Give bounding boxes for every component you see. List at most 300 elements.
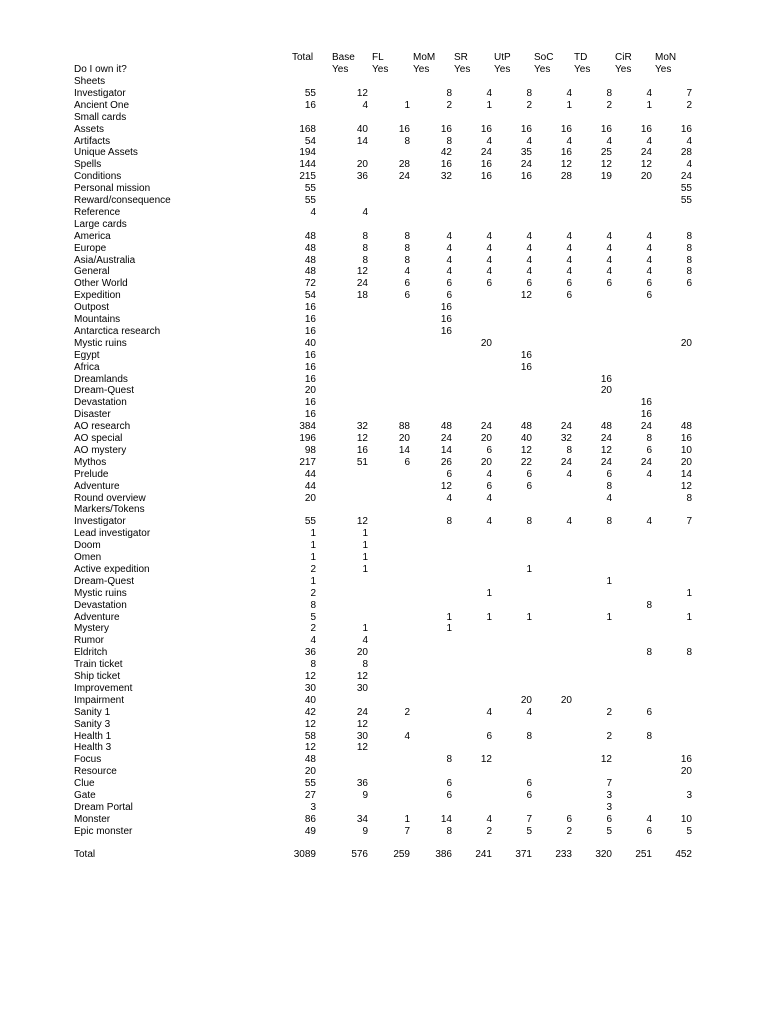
cell-value: 24 <box>398 171 410 182</box>
cell-value: 28 <box>560 171 572 182</box>
cell-value: 1 <box>486 612 492 623</box>
cell-value: 16 <box>304 362 316 373</box>
cell-value: 3 <box>606 790 612 801</box>
cell-value: 48 <box>304 255 316 266</box>
cell-value: 1 <box>606 612 612 623</box>
row-label: Antarctica research <box>74 326 161 337</box>
cell-value: 8 <box>404 136 410 147</box>
row-label: Disaster <box>74 409 111 420</box>
cell-value: 4 <box>310 207 316 218</box>
cell-value: 10 <box>680 814 692 825</box>
cell-value: 4 <box>486 814 492 825</box>
cell-value: 4 <box>646 516 652 527</box>
cell-value: 4 <box>686 136 692 147</box>
cell-value: 196 <box>299 433 316 444</box>
cell-value: 16 <box>398 124 410 135</box>
cell-value: 30 <box>356 683 368 694</box>
cell-value: 217 <box>299 457 316 468</box>
cell-value: 8 <box>526 731 532 742</box>
column-header: MoM <box>413 52 436 63</box>
row-label: Dream Portal <box>74 802 133 813</box>
cell-value: 20 <box>640 171 652 182</box>
cell-value: 49 <box>304 826 316 837</box>
cell-value: 40 <box>304 695 316 706</box>
cell-value: 4 <box>646 243 652 254</box>
own-value: Yes <box>332 64 349 75</box>
row-label: Adventure <box>74 612 120 623</box>
cell-value: 4 <box>646 231 652 242</box>
column-header: SR <box>454 52 468 63</box>
cell-value: 4 <box>404 266 410 277</box>
cell-value: 14 <box>440 445 452 456</box>
cell-value: 4 <box>486 707 492 718</box>
cell-value: 32 <box>560 433 572 444</box>
cell-value: 2 <box>606 100 612 111</box>
cell-value: 19 <box>600 171 612 182</box>
cell-value: 55 <box>304 516 316 527</box>
cell-value: 40 <box>356 124 368 135</box>
total-value: 371 <box>515 849 532 860</box>
cell-value: 4 <box>362 207 368 218</box>
cell-value: 8 <box>310 600 316 611</box>
cell-value: 12 <box>356 266 368 277</box>
cell-value: 4 <box>646 255 652 266</box>
cell-value: 4 <box>486 243 492 254</box>
cell-value: 16 <box>304 326 316 337</box>
cell-value: 8 <box>310 659 316 670</box>
cell-value: 30 <box>356 731 368 742</box>
row-label: Sheets <box>74 76 106 87</box>
cell-value: 25 <box>600 147 612 158</box>
cell-value: 9 <box>362 790 368 801</box>
cell-value: 24 <box>600 457 612 468</box>
row-label: Mystic ruins <box>74 588 127 599</box>
row-label: Conditions <box>74 171 122 182</box>
cell-value: 4 <box>646 814 652 825</box>
row-label: Adventure <box>74 481 120 492</box>
cell-value: 12 <box>304 671 316 682</box>
cell-value: 2 <box>686 100 692 111</box>
cell-value: 14 <box>680 469 692 480</box>
cell-value: 35 <box>520 147 532 158</box>
cell-value: 16 <box>304 314 316 325</box>
cell-value: 6 <box>446 290 452 301</box>
cell-value: 1 <box>526 564 532 575</box>
cell-value: 40 <box>520 433 532 444</box>
cell-value: 48 <box>304 243 316 254</box>
cell-value: 4 <box>310 635 316 646</box>
cell-value: 4 <box>566 243 572 254</box>
cell-value: 16 <box>440 302 452 313</box>
row-label: Sanity 1 <box>74 707 111 718</box>
own-value: Yes <box>655 64 672 75</box>
cell-value: 44 <box>304 469 316 480</box>
cell-value: 4 <box>606 136 612 147</box>
own-label: Do I own it? <box>74 64 127 75</box>
cell-value: 1 <box>446 612 452 623</box>
cell-value: 4 <box>446 266 452 277</box>
cell-value: 26 <box>440 457 452 468</box>
cell-value: 16 <box>640 409 652 420</box>
cell-value: 6 <box>526 790 532 801</box>
cell-value: 12 <box>304 742 316 753</box>
cell-value: 8 <box>526 88 532 99</box>
row-label: AO research <box>74 421 131 432</box>
cell-value: 54 <box>304 290 316 301</box>
cell-value: 24 <box>640 457 652 468</box>
cell-value: 12 <box>440 481 452 492</box>
cell-value: 12 <box>356 719 368 730</box>
column-header: Base <box>332 52 355 63</box>
cell-value: 48 <box>440 421 452 432</box>
cell-value: 55 <box>304 778 316 789</box>
row-label: Focus <box>74 754 102 765</box>
cell-value: 8 <box>686 647 692 658</box>
cell-value: 16 <box>560 124 572 135</box>
total-value: 386 <box>435 849 452 860</box>
cell-value: 24 <box>480 147 492 158</box>
cell-value: 144 <box>299 159 316 170</box>
cell-value: 16 <box>680 124 692 135</box>
cell-value: 6 <box>486 445 492 456</box>
cell-value: 6 <box>686 278 692 289</box>
row-label: Impairment <box>74 695 125 706</box>
cell-value: 1 <box>446 623 452 634</box>
cell-value: 14 <box>356 136 368 147</box>
row-label: Reference <box>74 207 121 218</box>
cell-value: 12 <box>600 445 612 456</box>
row-label: Health 3 <box>74 742 112 753</box>
cell-value: 9 <box>362 826 368 837</box>
cell-value: 4 <box>362 635 368 646</box>
cell-value: 6 <box>606 814 612 825</box>
cell-value: 40 <box>304 338 316 349</box>
cell-value: 215 <box>299 171 316 182</box>
cell-value: 1 <box>362 564 368 575</box>
row-label: Europe <box>74 243 107 254</box>
cell-value: 16 <box>480 171 492 182</box>
total-value: 233 <box>555 849 572 860</box>
cell-value: 6 <box>606 469 612 480</box>
cell-value: 4 <box>486 469 492 480</box>
cell-value: 8 <box>606 88 612 99</box>
cell-value: 4 <box>486 255 492 266</box>
cell-value: 4 <box>646 266 652 277</box>
cell-value: 20 <box>480 338 492 349</box>
cell-value: 16 <box>356 445 368 456</box>
cell-value: 86 <box>304 814 316 825</box>
total-value: 3089 <box>293 849 316 860</box>
row-label: Ship ticket <box>74 671 121 682</box>
cell-value: 20 <box>680 766 692 777</box>
row-label: Dream-Quest <box>74 385 135 396</box>
cell-value: 3 <box>310 802 316 813</box>
cell-value: 1 <box>486 100 492 111</box>
row-label: Africa <box>74 362 100 373</box>
cell-value: 8 <box>646 600 652 611</box>
row-label: Devastation <box>74 397 127 408</box>
total-value: 452 <box>675 849 692 860</box>
cell-value: 12 <box>356 516 368 527</box>
cell-value: 2 <box>310 623 316 634</box>
cell-value: 20 <box>480 433 492 444</box>
cell-value: 6 <box>566 278 572 289</box>
row-label: Large cards <box>74 219 127 230</box>
cell-value: 16 <box>560 147 572 158</box>
row-label: Prelude <box>74 469 109 480</box>
cell-value: 8 <box>686 231 692 242</box>
cell-value: 4 <box>646 469 652 480</box>
cell-value: 16 <box>440 124 452 135</box>
cell-value: 12 <box>600 159 612 170</box>
cell-value: 8 <box>404 231 410 242</box>
cell-value: 6 <box>404 457 410 468</box>
cell-value: 4 <box>486 231 492 242</box>
cell-value: 4 <box>486 266 492 277</box>
cell-value: 16 <box>304 100 316 111</box>
row-label: Monster <box>74 814 111 825</box>
cell-value: 24 <box>640 421 652 432</box>
cell-value: 8 <box>646 647 652 658</box>
column-header: TD <box>574 52 588 63</box>
row-label: Investigator <box>74 516 126 527</box>
cell-value: 4 <box>606 231 612 242</box>
row-label: Personal mission <box>74 183 151 194</box>
row-label: Mythos <box>74 457 107 468</box>
row-label: Eldritch <box>74 647 108 658</box>
cell-value: 8 <box>404 243 410 254</box>
cell-value: 6 <box>646 445 652 456</box>
cell-value: 16 <box>640 397 652 408</box>
cell-value: 98 <box>304 445 316 456</box>
cell-value: 12 <box>356 742 368 753</box>
cell-value: 1 <box>310 576 316 587</box>
cell-value: 48 <box>304 754 316 765</box>
cell-value: 24 <box>356 707 368 718</box>
cell-value: 32 <box>356 421 368 432</box>
cell-value: 4 <box>606 255 612 266</box>
cell-value: 7 <box>526 814 532 825</box>
cell-value: 1 <box>362 552 368 563</box>
cell-value: 168 <box>299 124 316 135</box>
cell-value: 16 <box>600 374 612 385</box>
row-label: Active expedition <box>74 564 150 575</box>
row-label: Clue <box>74 778 95 789</box>
row-label: Ancient One <box>74 100 130 111</box>
cell-value: 20 <box>520 695 532 706</box>
cell-value: 8 <box>646 433 652 444</box>
cell-value: 20 <box>680 338 692 349</box>
cell-value: 55 <box>304 88 316 99</box>
row-label: Resource <box>74 766 117 777</box>
cell-value: 6 <box>646 290 652 301</box>
cell-value: 12 <box>600 754 612 765</box>
cell-value: 2 <box>310 564 316 575</box>
own-value: Yes <box>534 64 551 75</box>
cell-value: 7 <box>686 88 692 99</box>
row-label: Assets <box>74 124 105 135</box>
own-value: Yes <box>413 64 430 75</box>
cell-value: 8 <box>362 231 368 242</box>
cell-value: 1 <box>646 100 652 111</box>
cell-value: 12 <box>560 159 572 170</box>
cell-value: 4 <box>486 516 492 527</box>
cell-value: 36 <box>304 647 316 658</box>
cell-value: 42 <box>304 707 316 718</box>
row-label: America <box>74 231 111 242</box>
cell-value: 54 <box>304 136 316 147</box>
cell-value: 16 <box>440 314 452 325</box>
column-header: FL <box>372 52 384 63</box>
own-value: Yes <box>574 64 591 75</box>
cell-value: 6 <box>526 481 532 492</box>
cell-value: 4 <box>446 243 452 254</box>
cell-value: 48 <box>680 421 692 432</box>
cell-value: 6 <box>446 278 452 289</box>
cell-value: 8 <box>362 255 368 266</box>
cell-value: 20 <box>480 457 492 468</box>
row-label: Expedition <box>74 290 121 301</box>
cell-value: 1 <box>686 612 692 623</box>
cell-value: 2 <box>404 707 410 718</box>
cell-value: 8 <box>404 255 410 266</box>
cell-value: 5 <box>310 612 316 623</box>
cell-value: 55 <box>680 183 692 194</box>
row-label: Devastation <box>74 600 127 611</box>
cell-value: 4 <box>566 136 572 147</box>
cell-value: 28 <box>680 147 692 158</box>
row-label: AO special <box>74 433 123 444</box>
row-label: Sanity 3 <box>74 719 111 730</box>
cell-value: 7 <box>686 516 692 527</box>
cell-value: 4 <box>566 266 572 277</box>
cell-value: 24 <box>680 171 692 182</box>
cell-value: 6 <box>526 278 532 289</box>
cell-value: 14 <box>398 445 410 456</box>
cell-value: 16 <box>480 159 492 170</box>
cell-value: 16 <box>520 350 532 361</box>
cell-value: 88 <box>398 421 410 432</box>
cell-value: 16 <box>520 362 532 373</box>
cell-value: 6 <box>646 707 652 718</box>
row-label: Mountains <box>74 314 121 325</box>
cell-value: 20 <box>304 385 316 396</box>
cell-value: 7 <box>606 778 612 789</box>
cell-value: 44 <box>304 481 316 492</box>
cell-value: 4 <box>486 136 492 147</box>
cell-value: 6 <box>446 469 452 480</box>
cell-value: 6 <box>606 278 612 289</box>
cell-value: 24 <box>560 421 572 432</box>
row-label: Other World <box>74 278 128 289</box>
cell-value: 12 <box>640 159 652 170</box>
cell-value: 16 <box>440 326 452 337</box>
row-label: Dream-Quest <box>74 576 135 587</box>
cell-value: 194 <box>299 147 316 158</box>
cell-value: 20 <box>304 493 316 504</box>
cell-value: 2 <box>606 731 612 742</box>
cell-value: 8 <box>446 88 452 99</box>
cell-value: 5 <box>526 826 532 837</box>
cell-value: 10 <box>680 445 692 456</box>
cell-value: 3 <box>606 802 612 813</box>
row-label: Markers/Tokens <box>74 504 145 515</box>
cell-value: 6 <box>526 778 532 789</box>
cell-value: 6 <box>486 731 492 742</box>
cell-value: 16 <box>304 409 316 420</box>
cell-value: 20 <box>680 457 692 468</box>
cell-value: 16 <box>520 124 532 135</box>
cell-value: 36 <box>356 778 368 789</box>
cell-value: 58 <box>304 731 316 742</box>
cell-value: 8 <box>686 266 692 277</box>
cell-value: 8 <box>606 481 612 492</box>
row-label: Small cards <box>74 112 127 123</box>
cell-value: 2 <box>310 588 316 599</box>
row-label: Lead investigator <box>74 528 151 539</box>
row-label: Spells <box>74 159 102 170</box>
cell-value: 12 <box>304 719 316 730</box>
cell-value: 1 <box>362 528 368 539</box>
cell-value: 2 <box>566 826 572 837</box>
cell-value: 6 <box>404 278 410 289</box>
cell-value: 1 <box>486 588 492 599</box>
cell-value: 8 <box>566 445 572 456</box>
total-value: 320 <box>595 849 612 860</box>
row-label: AO mystery <box>74 445 127 456</box>
cell-value: 51 <box>356 457 368 468</box>
row-label: Egypt <box>74 350 100 361</box>
cell-value: 8 <box>606 516 612 527</box>
cell-value: 6 <box>446 778 452 789</box>
row-label: Gate <box>74 790 96 801</box>
cell-value: 6 <box>566 814 572 825</box>
row-label: Artifacts <box>74 136 111 147</box>
cell-value: 16 <box>680 754 692 765</box>
cell-value: 7 <box>404 826 410 837</box>
cell-value: 4 <box>526 136 532 147</box>
cell-value: 1 <box>404 100 410 111</box>
row-label: Improvement <box>74 683 133 694</box>
cell-value: 1 <box>362 540 368 551</box>
cell-value: 24 <box>640 147 652 158</box>
cell-value: 2 <box>486 826 492 837</box>
cell-value: 4 <box>446 255 452 266</box>
cell-value: 4 <box>566 516 572 527</box>
column-header: SoC <box>534 52 554 63</box>
cell-value: 4 <box>606 243 612 254</box>
cell-value: 8 <box>526 516 532 527</box>
cell-value: 20 <box>304 766 316 777</box>
cell-value: 24 <box>600 433 612 444</box>
cell-value: 4 <box>646 136 652 147</box>
cell-value: 55 <box>680 195 692 206</box>
cell-value: 1 <box>362 623 368 634</box>
cell-value: 16 <box>520 171 532 182</box>
total-value: 251 <box>635 849 652 860</box>
cell-value: 2 <box>526 100 532 111</box>
cell-value: 4 <box>486 88 492 99</box>
cell-value: 4 <box>606 266 612 277</box>
cell-value: 4 <box>566 231 572 242</box>
cell-value: 4 <box>362 100 368 111</box>
cell-value: 4 <box>686 159 692 170</box>
cell-value: 12 <box>520 445 532 456</box>
cell-value: 6 <box>646 278 652 289</box>
cell-value: 1 <box>310 540 316 551</box>
cell-value: 16 <box>304 397 316 408</box>
cell-value: 6 <box>566 290 572 301</box>
